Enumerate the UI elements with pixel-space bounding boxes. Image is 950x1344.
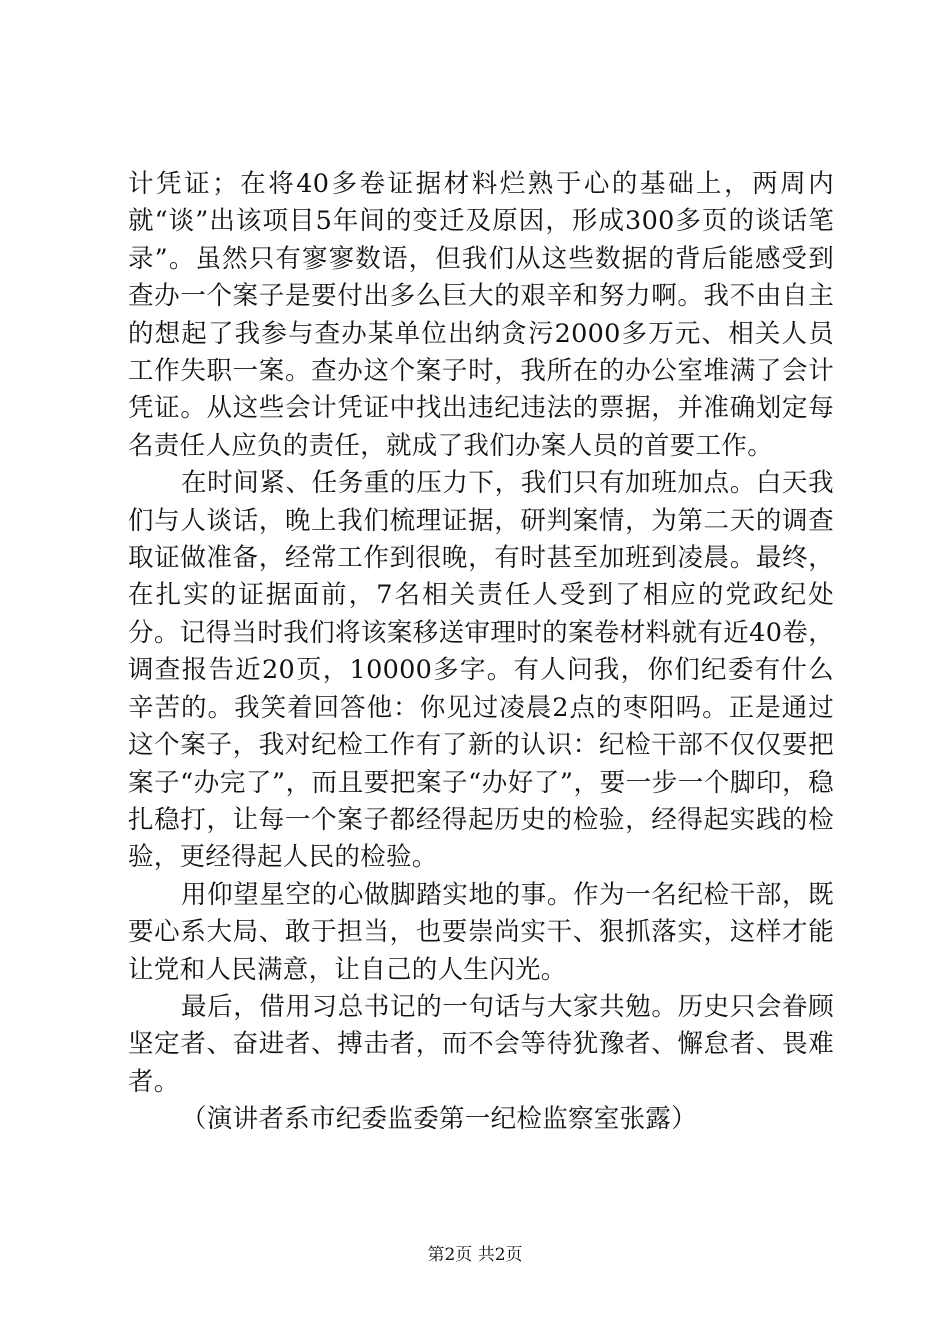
- paragraph: 用仰望星空的心做脚踏实地的事。作为一名纪检干部，既要心系大局、敢于担当，也要崇尚实干、狠抓落实，这样才能让党和人民满意，让自己的人生闪光。: [128, 879, 834, 985]
- speaker-attribution: （演讲者系市纪委监委第一纪检监察室张露）: [181, 1104, 698, 1135]
- paragraph: 在时间紧、任务重的压力下，我们只有加班加点。白天我们与人谈话，晚上我们梳理证据，研判案情，为第二天的调查取证做准备，经常工作到很晚，有时甚至加班到凌晨。最终，在扎实的证据面前，7名相关责任人受到了相应的党政纪处分。记得当时我们将该案移送审理时的案卷材料就有近40卷，调查报告近20页，10000多字。有人问我，你们纪委有什么辛苦的。我笑着回答他：你见过凌晨2点的枣阳吗。正是通过这个案子，我对纪检工作有了新的认识：纪检干部不仅仅要把案子“办完了”，而且要把案子“办好了”，要一步一个脚印，稳扎稳打，让每一个案子都经得起历史的检验，经得起实践的检验，更经得起人民的检验。: [128, 468, 834, 873]
- paragraph-continuation: 计凭证；在将40多卷证据材料烂熟于心的基础上，两周内就“谈”出该项目5年间的变迁及原因，形成300多页的谈话笔录”。虽然只有寥寥数语，但我们从这些数据的背后能感受到查办一个案子是要付出多么巨大的艰辛和努力啊。我不由自主的想起了我参与查办某单位出纳贪污2000多万元、相关人员工作失职一案。查办这个案子时，我所在的办公室堆满了会计凭证。从这些会计凭证中找出违纪违法的票据，并准确划定每名责任人应负的责任，就成了我们办案人员的首要工作。: [128, 169, 834, 461]
- page-footer: 第2页 共2页: [427, 1245, 523, 1265]
- paragraph: 最后，借用习总书记的一句话与大家共勉。历史只会眷顾坚定者、奋进者、搏击者，而不会等待犹豫者、懈怠者、畏难者。: [128, 991, 834, 1097]
- document-body: [128, 166, 834, 1139]
